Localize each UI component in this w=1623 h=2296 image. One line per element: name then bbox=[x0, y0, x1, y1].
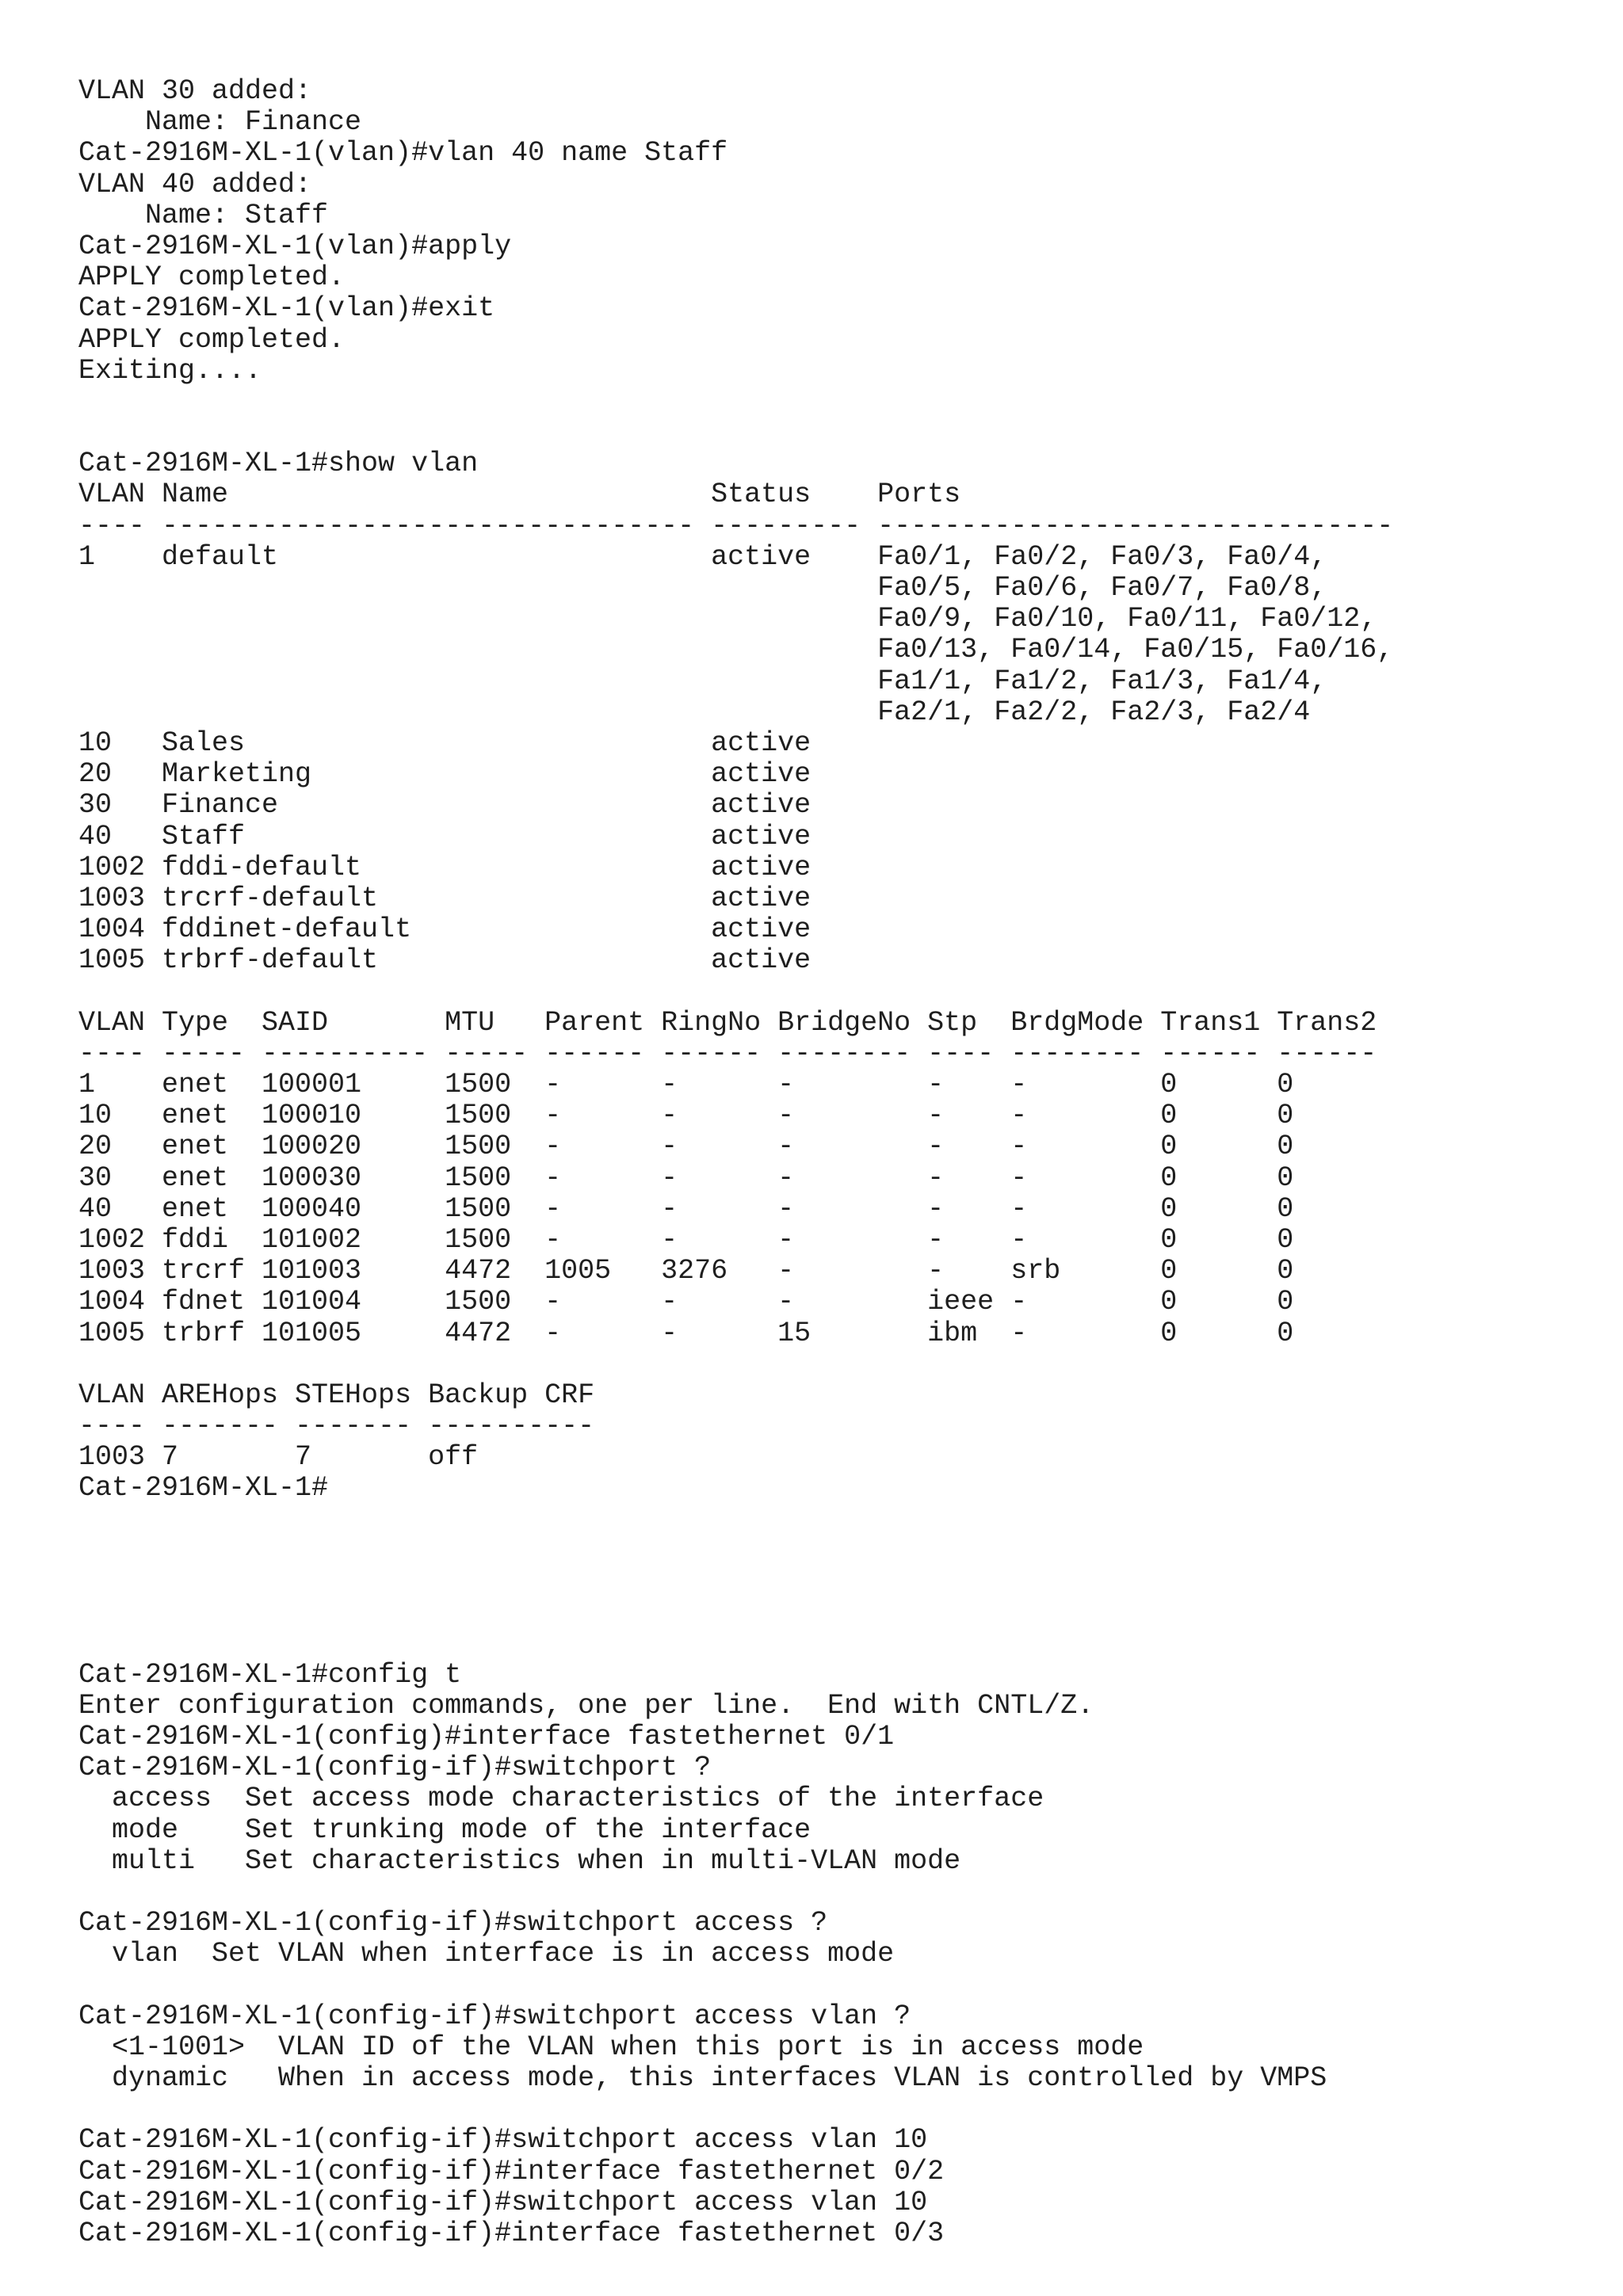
terminal-line bbox=[78, 1628, 1584, 1659]
terminal-line: Cat-2916M-XL-1(config-if)#switchport ? bbox=[78, 1752, 712, 1784]
terminal-line: Fa0/13, Fa0/14, Fa0/15, Fa0/16, bbox=[78, 634, 1394, 666]
terminal-line: Cat-2916M-XL-1(config-if)#switchport access vlan 10 bbox=[78, 2124, 928, 2157]
terminal-line: Cat-2916M-XL-1(config-if)#interface fastethernet 0/3 bbox=[78, 2217, 945, 2249]
terminal-line: APPLY completed. bbox=[78, 323, 346, 356]
terminal-line: access Set access mode characteristics of the interface bbox=[78, 1783, 1044, 1815]
terminal-line: Cat-2916M-XL-1(config-if)#switchport access vlan ? bbox=[78, 2000, 911, 2032]
terminal-line: 1003 trcrf-default active bbox=[78, 882, 812, 914]
terminal-line bbox=[78, 418, 1584, 448]
terminal-line: 1004 fddinet-default active bbox=[78, 913, 812, 946]
terminal-line: Cat-2916M-XL-1# bbox=[78, 1472, 329, 1505]
terminal-line: mode Set trunking mode of the interface bbox=[78, 1814, 812, 1846]
terminal-line: multi Set characteristics when in multi-VLAN mode bbox=[78, 1844, 961, 1877]
terminal-line: Fa0/9, Fa0/10, Fa0/11, Fa0/12, bbox=[78, 603, 1377, 635]
terminal-line: vlan Set VLAN when interface is in access mode bbox=[78, 1938, 895, 1970]
terminal-line: APPLY completed. bbox=[78, 261, 346, 294]
terminal-line: Fa0/5, Fa0/6, Fa0/7, Fa0/8, bbox=[78, 572, 1327, 604]
terminal-line: 30 Finance active bbox=[78, 789, 812, 822]
terminal-line: 1003 trcrf 101003 4472 1005 3276 - - srb 0 0 bbox=[78, 1255, 1294, 1287]
terminal-line bbox=[78, 1566, 1584, 1597]
terminal-line bbox=[78, 2094, 1584, 2125]
terminal-line: 20 Marketing active bbox=[78, 758, 812, 791]
show-vlan-output bbox=[78, 479, 1584, 1690]
terminal-line: Cat-2916M-XL-1(vlan)#exit bbox=[78, 292, 495, 325]
terminal-line: 10 enet 100010 1500 - - - - - 0 0 bbox=[78, 1100, 1294, 1132]
terminal-line: VLAN Type SAID MTU Parent RingNo BridgeNo Stp BrdgMode Trans1 Trans2 bbox=[78, 1006, 1377, 1039]
config-session bbox=[78, 1691, 1584, 2249]
terminal-line: Cat-2916M-XL-1(vlan)#vlan 40 name Staff bbox=[78, 137, 728, 170]
terminal-line: 20 enet 100020 1500 - - - - - 0 0 bbox=[78, 1131, 1294, 1163]
terminal-line: 1003 7 7 off bbox=[78, 1441, 479, 1474]
terminal-line: VLAN AREHops STEHops Backup CRF bbox=[78, 1379, 595, 1411]
terminal-line: 1 default active Fa0/1, Fa0/2, Fa0/3, Fa0/4, bbox=[78, 540, 1327, 573]
terminal-line bbox=[78, 1877, 1584, 1908]
terminal-line: 1005 trbrf-default active bbox=[78, 944, 812, 977]
terminal-line: Fa1/1, Fa1/2, Fa1/3, Fa1/4, bbox=[78, 665, 1327, 697]
terminal-line: ---- -------------------------------- --------- ------------------------------- bbox=[78, 509, 1394, 542]
terminal-line bbox=[78, 976, 1584, 1007]
terminal-line bbox=[78, 1535, 1584, 1566]
terminal-line bbox=[78, 1505, 1584, 1535]
terminal-line: Enter configuration commands, one per line. End with CNTL/Z. bbox=[78, 1689, 1094, 1722]
terminal-line bbox=[78, 387, 1584, 418]
terminal-line: Name: Staff bbox=[78, 199, 329, 231]
terminal-transcript bbox=[78, 76, 1584, 2249]
terminal-line: Cat-2916M-XL-1#config t bbox=[78, 1658, 462, 1691]
terminal-line: 40 Staff active bbox=[78, 820, 812, 852]
terminal-line: 1002 fddi 101002 1500 - - - - - 0 0 bbox=[78, 1223, 1294, 1256]
terminal-line: Exiting.... bbox=[78, 354, 262, 387]
terminal-line: 1004 fdnet 101004 1500 - - - ieee - 0 0 bbox=[78, 1286, 1294, 1318]
terminal-line: Cat-2916M-XL-1(config-if)#switchport access vlan 10 bbox=[78, 2186, 928, 2218]
terminal-line: 1 enet 100001 1500 - - - - - 0 0 bbox=[78, 1069, 1294, 1100]
terminal-line: Name: Finance bbox=[78, 106, 362, 139]
terminal-line: Cat-2916M-XL-1#show vlan bbox=[78, 448, 479, 480]
terminal-line: Cat-2916M-XL-1(config-if)#switchport access ? bbox=[78, 1907, 828, 1939]
terminal-line: VLAN 30 added: bbox=[78, 75, 312, 107]
terminal-line: 40 enet 100040 1500 - - - - - 0 0 bbox=[78, 1192, 1294, 1225]
terminal-line: dynamic When in access mode, this interfaces VLAN is controlled by VMPS bbox=[78, 2062, 1327, 2094]
vlan-database-session bbox=[78, 76, 1584, 479]
terminal-line: <1-1001> VLAN ID of the VLAN when this port is in access mode bbox=[78, 2031, 1144, 2063]
terminal-line bbox=[78, 1349, 1584, 1380]
terminal-line: VLAN Name Status Ports bbox=[78, 479, 961, 511]
terminal-line: ---- ----- ---------- ----- ------ ------ -------- ---- -------- ------ ------ bbox=[78, 1037, 1377, 1070]
terminal-line bbox=[78, 1597, 1584, 1628]
terminal-line: Cat-2916M-XL-1(vlan)#apply bbox=[78, 230, 512, 262]
terminal-line: Cat-2916M-XL-1(config)#interface fastethernet 0/1 bbox=[78, 1720, 895, 1753]
terminal-line: Cat-2916M-XL-1(config-if)#interface fastethernet 0/2 bbox=[78, 2155, 945, 2187]
terminal-line: 1002 fddi-default active bbox=[78, 851, 812, 883]
terminal-line: VLAN 40 added: bbox=[78, 168, 312, 200]
terminal-line: 1005 trbrf 101005 4472 - - 15 ibm - 0 0 bbox=[78, 1317, 1294, 1349]
terminal-line: Fa2/1, Fa2/2, Fa2/3, Fa2/4 bbox=[78, 696, 1311, 728]
terminal-line: 30 enet 100030 1500 - - - - - 0 0 bbox=[78, 1161, 1294, 1194]
terminal-line: ---- ------- ------- ---------- bbox=[78, 1410, 595, 1443]
terminal-line: 10 Sales active bbox=[78, 727, 812, 759]
terminal-line bbox=[78, 1970, 1584, 2000]
